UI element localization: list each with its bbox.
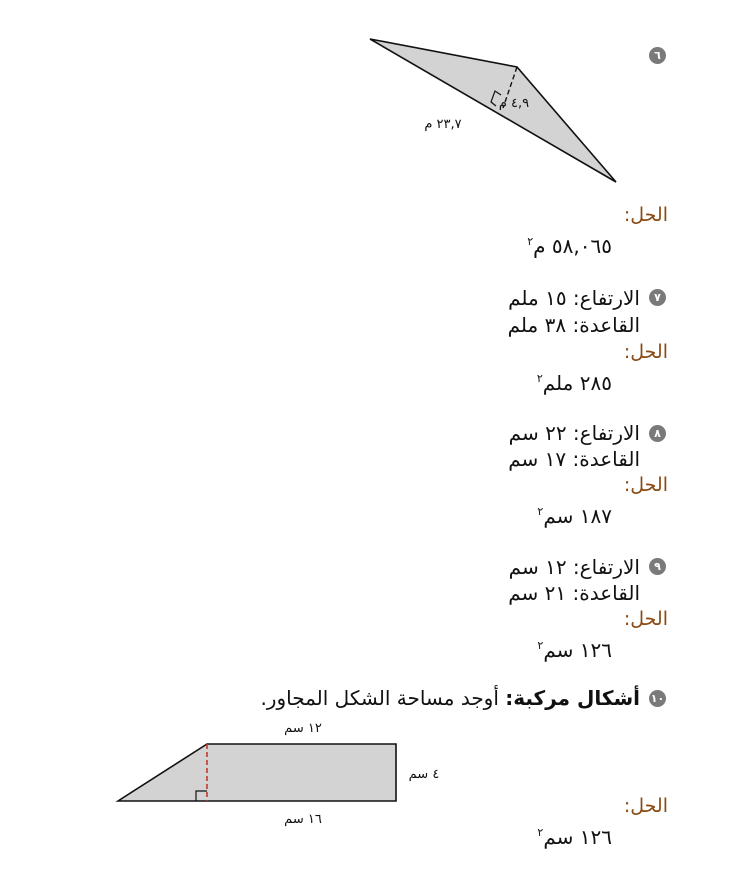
solution-label-10: الحل: [623,795,668,817]
answer-value: ٢٨٥ ملم [542,371,612,395]
base-row-7 [508,313,640,337]
top-side-label: ١٢ سم [284,721,322,736]
heading-bold: أشكال مركبة: [505,686,640,710]
answer-8 [537,500,612,528]
answer-exponent: ٢ [537,826,544,839]
answer-value: ١٢٦ سم [543,825,612,849]
answer-7 [537,367,612,395]
problem-heading-10 [260,686,640,710]
base-label: القاعدة: [572,313,640,337]
answer-value: ٥٨,٠٦٥ م [533,234,612,258]
problem-number-badge-7: ٧ [649,289,666,306]
bottom-side-label: ١٦ سم [284,812,322,827]
base-row-8 [508,447,640,471]
base-value: ٣٨ ملم [507,313,567,337]
height-value: ١٢ سم [508,555,567,579]
problem-number-badge-6: ٦ [649,47,666,64]
answer-value: ١٢٦ سم [543,638,612,662]
answer-exponent: ٢ [537,505,544,518]
height-label: الارتفاع: [572,421,640,445]
base-value: ٢١ سم [508,581,567,605]
answer-6 [527,230,612,258]
solution-label-6: الحل: [623,204,668,226]
base-row-9 [508,581,640,605]
triangle-shape [370,39,616,182]
problem-number-badge-8: ٨ [649,425,666,442]
base-label: القاعدة: [572,581,640,605]
solution-label-7: الحل: [623,341,668,363]
height-row-9 [509,555,640,579]
height-label: الارتفاع: [572,555,640,579]
base-label: ٢٣,٧ م [424,117,462,132]
height-row-7 [508,286,640,310]
composite-shape [118,744,396,801]
composite-shape-figure [110,712,460,832]
answer-exponent: ٢ [536,372,543,385]
solution-label-8: الحل: [623,474,668,496]
problem-number-badge-9: ٩ [649,558,666,575]
heading-text: أوجد مساحة الشكل المجاور. [260,686,499,710]
answer-exponent: ٢ [527,235,534,248]
answer-10 [537,821,612,849]
height-row-8 [509,421,640,445]
height-label: الارتفاع: [572,286,640,310]
answer-exponent: ٢ [537,639,544,652]
right-side-label: ٤ سم [408,767,440,782]
height-value: ١٥ ملم [508,286,567,310]
triangle-figure-6 [360,30,630,190]
solution-label-9: الحل: [623,608,668,630]
base-label: القاعدة: [572,447,640,471]
height-value: ٢٢ سم [508,421,567,445]
height-label: ٤,٩ م [498,96,530,111]
answer-9 [537,634,612,662]
answer-value: ١٨٧ سم [543,504,612,528]
problem-number-badge-10: ١٠ [650,692,665,705]
base-value: ١٧ سم [508,447,567,471]
